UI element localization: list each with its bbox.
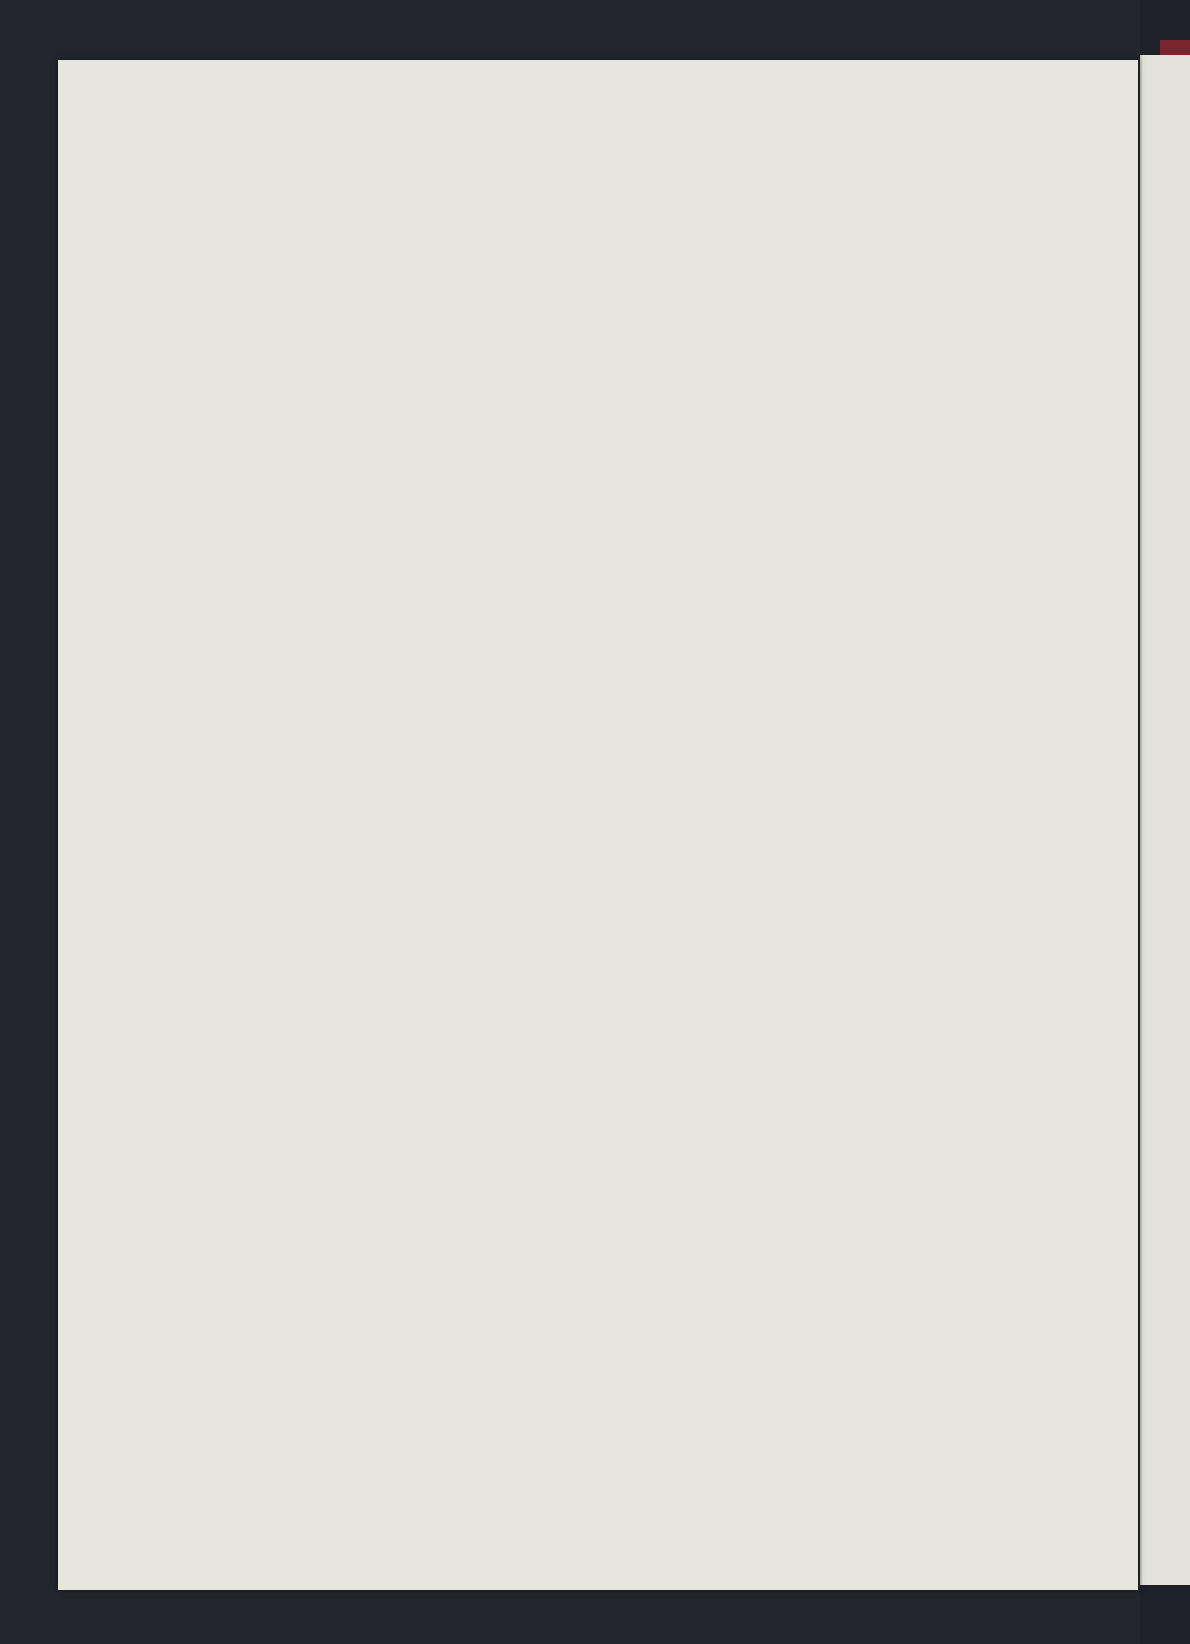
document-page <box>58 60 1138 1590</box>
adjacent-page-edge <box>1140 55 1190 1585</box>
statistics-table <box>155 202 1105 1442</box>
